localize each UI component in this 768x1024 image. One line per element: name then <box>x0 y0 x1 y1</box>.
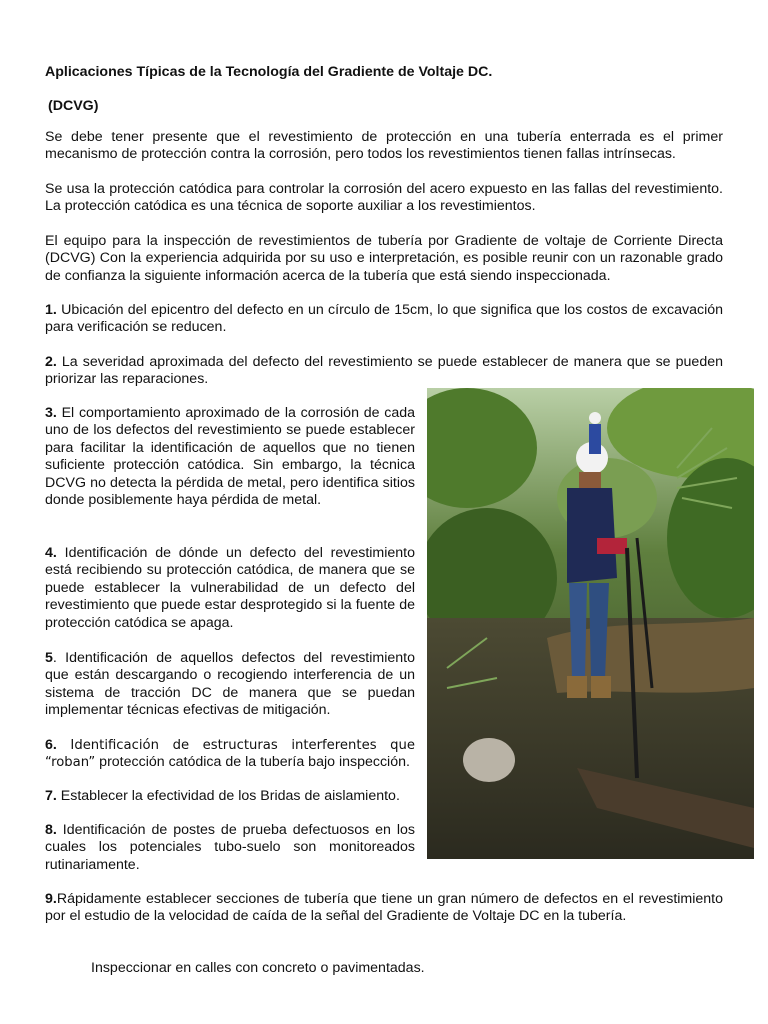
document-subtitle: (DCVG) <box>48 98 99 114</box>
list-item <box>45 788 415 805</box>
item-text-continued: protección catódica de la tubería bajo inspección. <box>95 754 410 771</box>
item-text: Rápidamente establecer secciones de tubería que tiene un gran número de defectos en el revestimiento por el estudio de la velocidad de caída de la señal del Gradiente de Voltaje DC en la tubería. <box>45 891 723 925</box>
item-text: Identificación de estructuras interferentes que “roban” <box>45 738 415 771</box>
item-text: Identificación de dónde un defecto del revestimiento está recibiendo su protección catódica, de manera que se puede establecer la vulnerabilidad de un defecto del revestimiento que puede estar desprotegido si la fuente de protección catódica se apaga. <box>45 545 415 631</box>
item-number: 4. <box>45 545 57 561</box>
paragraph-equipment: El equipo para la inspección de revestimientos de tubería por Gradiente de voltaje de Corriente Directa (DCVG) Con la experiencia adquirida por su uso e interpretación, es posible reunir con un razonable grado de confianza la siguiente información acerca de la tubería que está siendo inspeccionada. <box>45 233 723 284</box>
item-number: 5 <box>45 650 53 666</box>
item-text: . Identificación de aquellos defectos del revestimiento que están descargando o recogiendo interferencia de un sistema de tracción DC de manera que se puedan implementar técnicas efectivas de mitigación. <box>45 650 415 719</box>
item-number: 7. <box>45 788 57 804</box>
list-item <box>45 302 723 337</box>
background-worker <box>589 412 601 454</box>
stone <box>463 738 515 782</box>
item-text: Identificación de postes de prueba defectuosos en los cuales los potenciales tubo-suelo son monitoreados rutinariamente. <box>45 822 415 873</box>
list-item <box>45 822 415 874</box>
paragraph-intro: Se debe tener presente que el revestimiento de protección en una tubería enterrada es el primer mecanismo de protección contra la corrosión, pero todos los revestimientos tienen fallas intrínsecas. <box>45 129 723 163</box>
item-number: 9. <box>45 891 57 907</box>
paragraph-cathodic-protection: Se usa la protección catódica para controlar la corrosión del acero expuesto en las fallas del revestimiento. La protección catódica es una técnica de soporte auxiliar a los revestimientos. <box>45 181 723 215</box>
list-item <box>45 891 723 926</box>
item-number: 2. <box>45 354 57 370</box>
item-text: Establecer la efectividad de los Bridas de aislamiento. <box>56 788 400 804</box>
item-text: Ubicación del epicentro del defecto en un círculo de 15cm, lo que significa que los costos de excavación para verificación se reducen. <box>45 302 723 336</box>
item-number: 1. <box>45 302 57 318</box>
item-text: La severidad aproximada del defecto del revestimiento se puede establecer de manera que se pueden priorizar las reparaciones. <box>45 354 723 388</box>
list-item <box>45 545 415 632</box>
item-text: El comportamiento aproximado de la corrosión de cada uno de los defectos del revestimiento se puede establecer para facilitar la identificación de aquellos que no tienen suficiente protección catódica. Sin embargo, la técnica DCVG no detecta la pérdida de metal, pero identifica sitios donde posiblemente haya pérdida de metal. <box>45 405 415 509</box>
list-item <box>45 354 723 389</box>
document-title: Aplicaciones Típicas de la Tecnología del Gradiente de Voltaje DC. <box>45 64 493 80</box>
item-number: 3. <box>45 405 57 421</box>
list-item <box>45 650 415 720</box>
item-number: 8. <box>45 822 57 838</box>
closing-line: Inspeccionar en calles con concreto o pavimentadas. <box>91 960 425 976</box>
field-inspection-photo <box>427 388 754 859</box>
item-number: 6. <box>45 737 57 753</box>
list-item <box>45 737 415 772</box>
list-item <box>45 405 415 509</box>
